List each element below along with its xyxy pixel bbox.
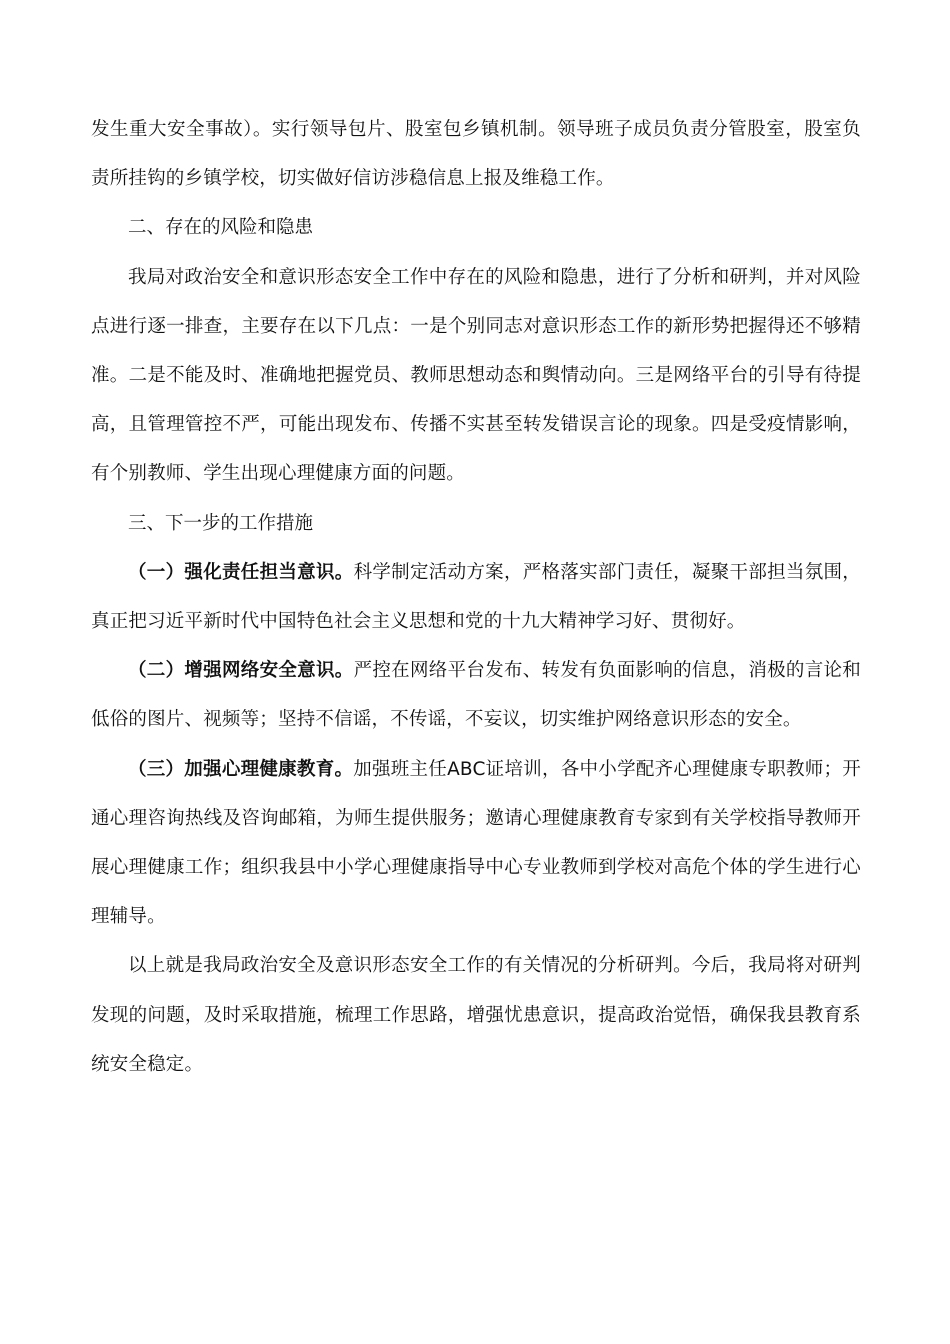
measure-2-title: （二）增强网络安全意识。 [128, 660, 354, 682]
paragraph-risks: 我局对政治安全和意识形态安全工作中存在的风险和隐患，进行了分析和研判，并对风险点进行逐一排查，主要存在以下几点：一是个别同志对意识形态工作的新形势把握得还不够精准。二是不能及时、准确地把握党员、教师思想动态和舆情动向。三是网络平台的引导有待提高，且管理管控不严，可能出现发布、传播不实甚至转发错误言论的现象。四是受疫情影响，有个别教师、学生出现心理健康方面的问题。 [91, 266, 861, 485]
document-page [91, 105, 861, 1089]
measure-2 [91, 646, 861, 744]
measure-1-title: （一）强化责任担当意识。 [128, 561, 354, 583]
measure-2-text: 严控在网络平台发布、转发有负面影响的信息，消极的言论和低俗的图片、视频等；坚持不信谣，不传谣，不妄议，切实维护网络意识形态的安全。 [91, 660, 862, 731]
measure-1-text: 科学制定活动方案，严格落实部门责任，凝聚干部担当氛围，真正把习近平新时代中国特色社会主义思想和党的十九大精神学习好、贯彻好。 [91, 561, 862, 633]
measure-3-text: 加强班主任ABC证培训，各中小学配齐心理健康专职教师；开通心理咨询热线及咨询邮箱，为师生提供服务；邀请心理健康教育专家到有关学校指导教师开展心理健康工作；组织我县中小学心理健康指导中心专业教师到学校对高危个体的学生进行心理辅导。 [91, 758, 861, 928]
paragraph-conclusion: 以上就是我局政治安全及意识形态安全工作的有关情况的分析研判。今后，我局将对研判发现的问题，及时采取措施，梳理工作思路，增强忧患意识，提高政治觉悟，确保我县教育系统安全稳定。 [91, 955, 861, 1075]
measure-1 [91, 548, 861, 646]
section-heading-risks: 二、存在的风险和隐患 [128, 217, 314, 239]
section-heading-measures: 三、下一步的工作措施 [128, 512, 314, 534]
paragraph-continuation: 发生重大安全事故）。实行领导包片、股室包乡镇机制。领导班子成员负责分管股室，股室负责所挂钩的乡镇学校，切实做好信访涉稳信息上报及维稳工作。 [91, 119, 861, 190]
measure-3 [91, 745, 861, 942]
measure-3-title: （三）加强心理健康教育。 [128, 758, 354, 780]
